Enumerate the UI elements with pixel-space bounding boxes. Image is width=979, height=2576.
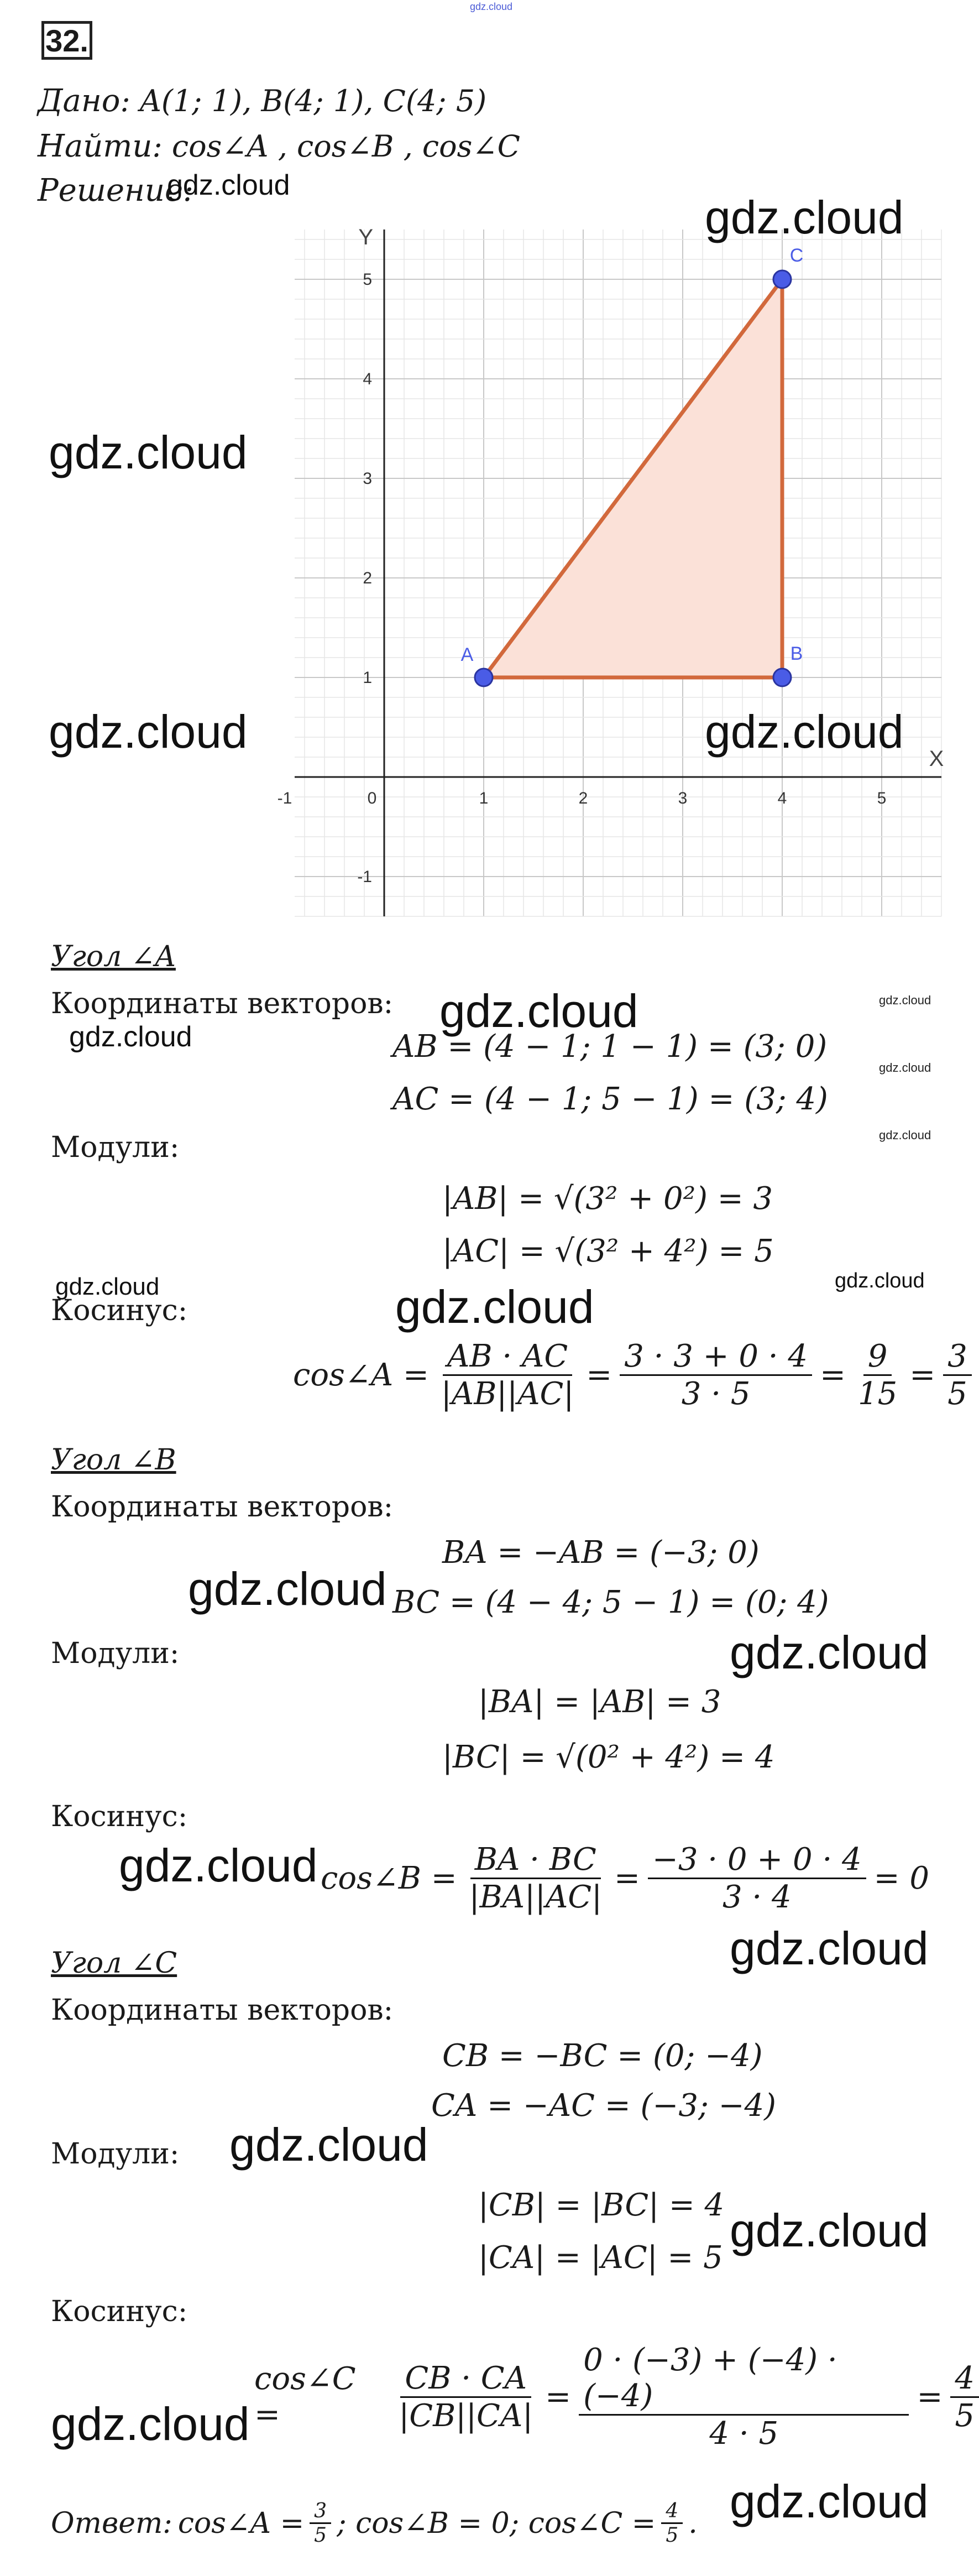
point-c: [773, 270, 791, 288]
cos-c-fraction-2: [579, 2342, 909, 2452]
point-a: [475, 669, 493, 686]
cos-a-fraction-4: [943, 1338, 972, 1412]
angle-c-vector-ca: CA = −AC = (−3; −4): [431, 2088, 777, 2124]
numerator: 3 · 3 + 0 · 4: [620, 1338, 812, 1376]
angle-c-heading: Угол ∠C: [51, 1947, 177, 1980]
cos-c-lhs: cos∠C =: [254, 2361, 356, 2433]
answer-cos-a: cos∠A =: [177, 2506, 305, 2540]
angle-c-cos-label: Косинус:: [51, 2295, 188, 2328]
watermark: gdz.cloud: [879, 1061, 931, 1075]
denominator: 5: [314, 2524, 327, 2547]
watermark: gdz.cloud: [69, 1021, 192, 1053]
watermark: gdz.cloud: [119, 1839, 318, 1891]
x-tick-label: 5: [877, 789, 887, 807]
watermark: gdz.cloud: [167, 169, 290, 201]
denominator: 5: [955, 2397, 975, 2434]
x-tick-label: -1: [277, 789, 292, 807]
y-tick-label: 1: [363, 669, 372, 687]
coordinate-graph: [221, 216, 951, 920]
cos-c-fraction-3: [950, 2360, 979, 2434]
angle-b-heading: Угол ∠B: [51, 1443, 176, 1477]
y-tick-label: 2: [363, 569, 372, 587]
angle-a-vector-ac: AC = (4 − 1; 5 − 1) = (3; 4): [392, 1081, 828, 1117]
denominator: 5: [666, 2524, 679, 2547]
cos-a-lhs: cos∠A =: [293, 1357, 429, 1393]
given-line: [38, 83, 486, 119]
cos-b-lhs: cos∠B =: [321, 1860, 457, 1896]
find-text: : cos∠A , cos∠B , cos∠C: [152, 129, 520, 164]
angle-a-modulus-ac: |AC| = √(3² + 4²) = 5: [442, 1233, 774, 1269]
answer-fraction-a: [310, 2500, 331, 2547]
numerator: BA · BC: [470, 1842, 601, 1879]
x-tick-label: 2: [578, 789, 588, 807]
denominator: 5: [947, 1376, 967, 1412]
cos-b-fraction-2: [648, 1842, 866, 1915]
angle-b-vector-ba: BA = −AB = (−3; 0): [442, 1535, 760, 1571]
angle-b-modulus-bc: |BC| = √(0² + 4²) = 4: [442, 1739, 775, 1775]
watermark: gdz.cloud: [439, 985, 638, 1037]
answer-label: Ответ:: [51, 2506, 172, 2540]
cos-b-fraction-1: [465, 1842, 606, 1915]
angle-b-modulus-ba: |BA| = |AB| = 3: [478, 1684, 721, 1720]
denominator: |AB||AC|: [441, 1376, 574, 1412]
numerator: −3 · 0 + 0 · 4: [648, 1842, 866, 1879]
watermark: gdz.cloud: [188, 1563, 387, 1615]
denominator: 4 · 5: [709, 2416, 779, 2452]
denominator: |CB||CA|: [399, 2397, 533, 2434]
answer-cos-b-c: ; cos∠B = 0; cos∠C =: [337, 2506, 656, 2540]
graph-svg: [221, 216, 951, 918]
angle-b-cos-formula: cos∠B = $\frac{BA \cdot BC}{|BA||AC|}$ = $\frac{-3 \cdot 0 + 0 \cdot 4}{3 \cdot 4}$ = 0: [321, 1842, 930, 1915]
solution-label: Решение:: [38, 173, 193, 208]
angle-b-cos-label: Косинус:: [51, 1800, 188, 1833]
angle-b-vector-bc: BC = (4 − 4; 5 − 1) = (0; 4): [392, 1584, 829, 1620]
denominator: |BA||AC|: [469, 1879, 602, 1915]
numerator: CB · CA: [400, 2360, 531, 2398]
x-tick-label: 4: [777, 789, 787, 807]
angle-a-modulus-ab: |AB| = √(3² + 0²) = 3: [442, 1181, 773, 1217]
watermark: gdz.cloud: [879, 1128, 931, 1142]
angle-b-vectors-label: Координаты векторов:: [51, 1490, 394, 1524]
point-label-c: C: [789, 245, 804, 266]
angle-c-moduli-label: Модули:: [51, 2137, 180, 2171]
given-label: Дано: [38, 83, 121, 119]
answer-fraction-c: [661, 2500, 683, 2547]
watermark: gdz.cloud: [705, 706, 904, 758]
y-tick-label: 5: [363, 270, 372, 289]
angle-b-moduli-label: Модули:: [51, 1637, 180, 1670]
denominator: 15: [857, 1376, 898, 1412]
point-label-b: B: [790, 643, 803, 664]
numerator: 4: [661, 2500, 683, 2524]
watermark: gdz.cloud: [835, 1269, 925, 1292]
angle-c-vectors-label: Координаты векторов:: [51, 1994, 394, 2027]
watermark: gdz.cloud: [730, 1626, 929, 1678]
watermark: gdz.cloud: [730, 1922, 929, 1974]
cos-b-result: = 0: [873, 1860, 930, 1896]
y-tick-label: 4: [363, 370, 372, 388]
y-tick-label: 3: [363, 470, 372, 488]
y-axis-label: Y: [358, 225, 373, 249]
watermark: gdz.cloud: [730, 2475, 929, 2527]
watermark: gdz.cloud: [229, 2119, 428, 2171]
watermark: gdz.cloud: [730, 2204, 929, 2256]
find-line: [38, 128, 520, 164]
numerator: AB · AC: [443, 1338, 572, 1376]
point-b: [773, 669, 791, 686]
answer-end: .: [688, 2506, 698, 2540]
top-watermark: gdz.cloud: [470, 1, 513, 12]
answer-line: [51, 2500, 698, 2547]
watermark: gdz.cloud: [879, 993, 931, 1007]
angle-a-cos-formula: cos∠A = $\frac{AB \cdot AC}{|AB||AC|}$ = $\frac{3 \cdot 3 + 0 \cdot 4}{3 \cdot 5}$ = $\frac{9}{15}$ = $\frac{3}{5}$: [293, 1338, 972, 1412]
numerator: 3: [943, 1338, 972, 1376]
watermark: gdz.cloud: [49, 706, 248, 758]
numerator: 3: [310, 2500, 331, 2524]
angle-c-vector-cb: CB = −BC = (0; −4): [442, 2038, 763, 2074]
y-tick-label: -1: [357, 868, 372, 886]
angle-a-vectors-label: Координаты векторов:: [51, 987, 394, 1020]
denominator: 3 · 5: [681, 1376, 751, 1412]
cos-a-fraction-3: [854, 1338, 902, 1412]
numerator: 0 · (−3) + (−4) · (−4): [579, 2342, 909, 2416]
find-label: Найти: [38, 128, 153, 164]
watermark: gdz.cloud: [395, 1281, 594, 1333]
watermark: gdz.cloud: [55, 1273, 160, 1300]
angle-c-modulus-ca: |CA| = |AC| = 5: [478, 2240, 723, 2276]
cos-a-fraction-1: [437, 1338, 578, 1412]
angle-c-modulus-cb: |CB| = |BC| = 4: [478, 2187, 725, 2223]
numerator: 9: [863, 1338, 892, 1376]
watermark: gdz.cloud: [51, 2398, 250, 2450]
watermark: gdz.cloud: [49, 426, 248, 478]
angle-c-cos-formula: cos∠C = $\frac{CB \cdot CA}{|CB||CA|}$ = $\frac{0 \cdot (-3) + (-4) \cdot (-4)}{4 \cdot 5}$ = $\frac{4}{5}$: [254, 2342, 979, 2452]
cos-c-fraction-1: [394, 2360, 537, 2434]
problem-number: 32.: [41, 21, 92, 60]
x-tick-label: 1: [479, 789, 489, 807]
x-tick-label: 0: [367, 789, 377, 807]
numerator: 4: [950, 2360, 979, 2398]
denominator: 3 · 4: [722, 1879, 792, 1915]
watermark: gdz.cloud: [705, 191, 904, 243]
angle-a-moduli-label: Модули:: [51, 1131, 180, 1164]
point-label-a: A: [460, 644, 474, 665]
x-tick-label: 3: [678, 789, 688, 807]
angle-a-vector-ab: AB = (4 − 1; 1 − 1) = (3; 0): [392, 1029, 828, 1065]
angle-a-heading: Угол ∠A: [51, 940, 176, 973]
given-text: : A(1; 1), B(4; 1), C(4; 5): [120, 84, 487, 118]
cos-a-fraction-2: [620, 1338, 812, 1412]
angle-a-cos-label: Косинус:: [51, 1294, 188, 1327]
x-axis-label: X: [929, 747, 944, 771]
